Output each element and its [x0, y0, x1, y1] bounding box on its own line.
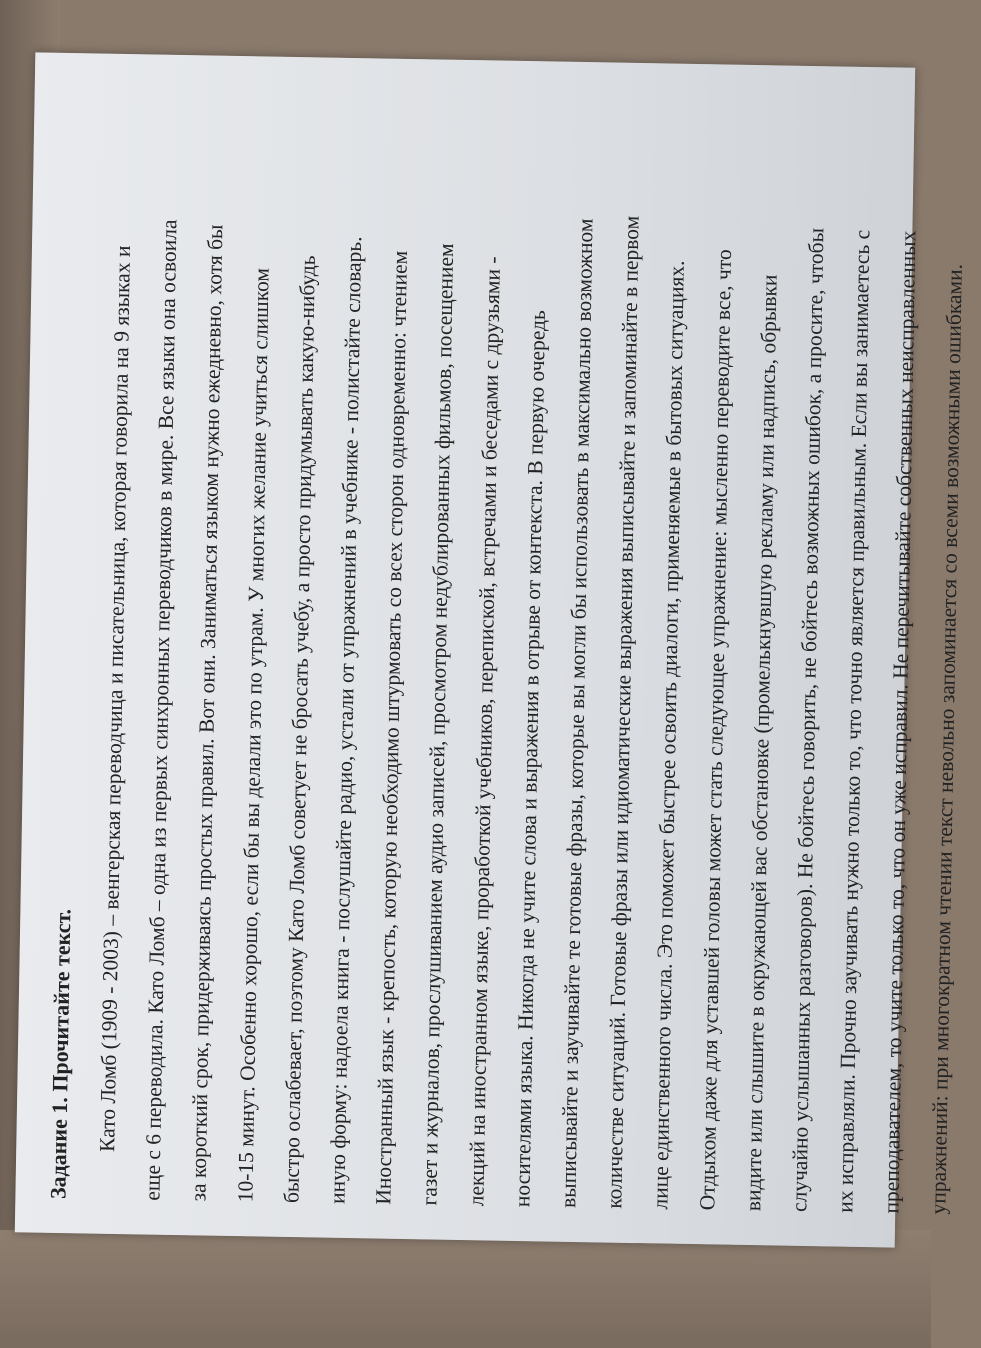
text-line: видите или слышите в окружающей вас обстановке (промелькнувшую рекламу или надпись, обрывки [741, 274, 782, 1212]
paper-sheet [15, 52, 967, 1247]
text-line: выписывайте и заучивайте те готовые фразы, которые вы могли бы использовать в максимально возможном [556, 218, 598, 1209]
text-line: газет и журналов, прослушиванием аудио записей, просмотром недублированных фильмов, посещением [417, 243, 459, 1206]
text-line: Като Ломб (1909 - 2003) – венгерская переводчица и писательница, которая говорила на 9 языках и [95, 245, 136, 1153]
text-line: еще с 6 переводила. Като Ломб – одна из первых синхронных переводчиков в мире. Все языки она освоила [140, 219, 182, 1201]
text-line: лице единственного числа. Это поможет быстрее освоить диалоги, применяемые в бытовых ситуациях. [648, 260, 690, 1210]
text-line: 10-15 минут. Особенно хорошо, если бы вы делали это по утрам. У многих желание учиться слишком [232, 267, 274, 1203]
text-line: преподавателем, то учите только то, что он уже исправил. Не перечитывайте собственных неисправленных [879, 230, 921, 1214]
text-body [83, 88, 980, 1215]
text-line: количестве ситуаций. Готовые фразы или идиоматические выражения выписывайте и запоминайте в первом [602, 215, 644, 1209]
text-line: быстро ослабевает, поэтому Като Ломб советует не бросать учебу, а просто придумывать какую-нибудь [279, 255, 320, 1204]
text-line: случайно услышанных разговоров). Не бойтесь говорить, не бойтесь возможных ошибок, а просите, чтобы [787, 227, 829, 1213]
text-line: носителями языка. Никогда не учите слова и выражения в отрыве от контекста. В первую очередь [510, 309, 550, 1208]
text-line: иную форму: надоела книга - послушайте радио, устали от упражнений в учебнике - полистайте словарь. [325, 236, 367, 1205]
text-line: Иностранный язык - крепость, которую необходимо штурмовать со всех сторон одновременно: чтением [371, 250, 413, 1205]
text-line: лекций на иностранном языке, проработкой учебников, перепиской, встречами и беседами с друзьями - [463, 256, 505, 1207]
text-line: их исправляли. Прочно заучивать нужно только то, что точно является правильным. Если вы занимаетесь с [833, 229, 875, 1213]
text-line: за короткий срок, придерживаясь простых правил. Вот они. Заниматься языком нужно ежедневно, хотя бы [186, 224, 228, 1202]
text-line: упражнений: при многократном чтении текст невольно запоминается со всеми возможными ошибками. [925, 263, 967, 1215]
task-heading: Задание 1. Прочитайте текст. [45, 908, 76, 1200]
text-line: Отдыхом даже для уставшей головы может стать следующее упражнение: мысленно переводите все, что [694, 249, 736, 1211]
table-surface-bottom [0, 1230, 931, 1348]
